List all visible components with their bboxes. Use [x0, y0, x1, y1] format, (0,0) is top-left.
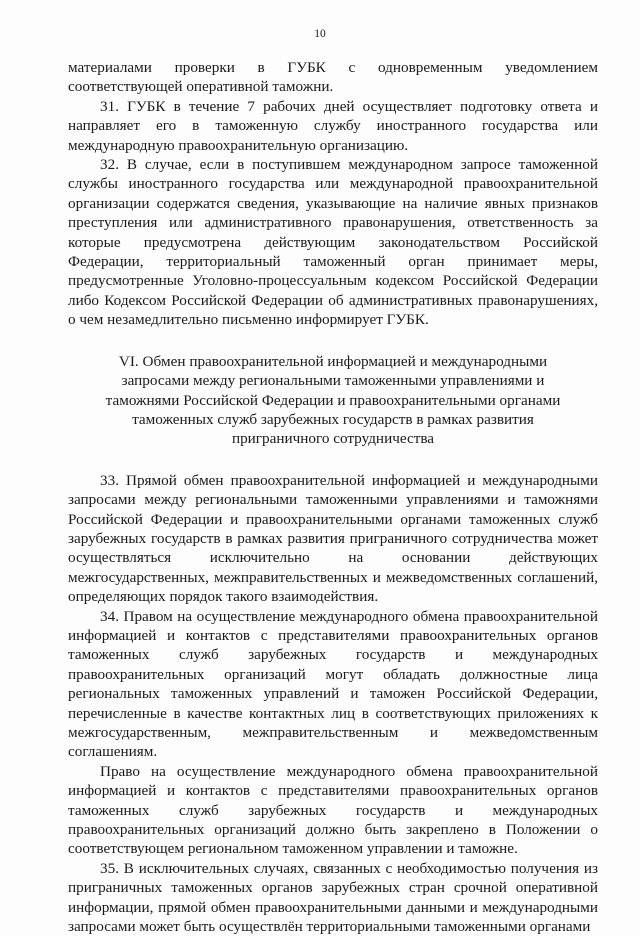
- paragraph: 31. ГУБК в течение 7 рабочих дней осуществляет подготовку ответа и направляет его в таможенную службу иностранного государства или международную правоохранительную организацию.: [68, 97, 598, 154]
- paragraph: материалами проверки в ГУБК с одновременным уведомлением соответствующей оперативной таможни.: [68, 59, 598, 96]
- paragraph: 34. Правом на осуществление международного обмена правоохранительной информацией и контактов с представителями правоохранительных органов таможенных служб зарубежных государств и международных правоохранительных организаций могут обладать должностные лица региональных таможенных управлений и таможен Российской Федерации, перечисленные в качестве контактных лиц в соответствующих приложениях к межгосударственным, межправительственным и межведомственным соглашениям.: [68, 607, 598, 761]
- section-heading-text: VI. Обмен правоохранительной информацией и международными запросами между региональными таможенными управлениями и таможнями Российской Федерации и правоохранительными органами таможенных служб зарубежных государств в рамках развития приграничного сотрудничества: [105, 352, 561, 448]
- paragraph: Право на осуществление международного обмена правоохранительной информацией и контактов с представителями правоохранительных органов таможенных служб зарубежных государств и международных правоохранительных организаций должно быть закреплено в Положении о соответствующем региональном таможенном управлении и таможне.: [68, 762, 598, 858]
- paragraph: 35. В исключительных случаях, связанных с необходимостью получения из приграничных таможенных органов зарубежных стран срочной оперативной информации, прямой обмен правоохранительными данными и международными запросами может быть осуществлён территориальными таможенными органами: [68, 859, 598, 936]
- page-number: 10: [314, 28, 326, 40]
- paragraph-group-bottom: [68, 471, 598, 936]
- section-heading: [68, 352, 598, 449]
- document-body: [68, 58, 598, 936]
- paragraph: 33. Прямой обмен правоохранительной информацией и международными запросами между региональными таможенными управлениями и таможнями Российской Федерации и правоохранительными органами таможенных служб зарубежных государств в рамках развития приграничного сотрудничества может осуществляться исключительно на основании действующих межгосударственных, межправительственных и межведомственных соглашений, определяющих порядок такого взаимодействия.: [68, 471, 598, 606]
- paragraph: 32. В случае, если в поступившем международном запросе таможенной службы иностранного государства или международной правоохранительной организации содержатся сведения, указывающие на наличие явных признаков преступления или административного правонарушения, ответственность за которые предусмотрена действующим законодательством Российской Федерации, территориальный таможенный орган принимает меры, предусмотренные Уголовно-процессуальным кодексом Российской Федерации либо Кодексом Российской Федерации об административных правонарушениях, о чем незамедлительно письменно информирует ГУБК.: [68, 156, 598, 329]
- paragraph-group-top: [68, 58, 598, 330]
